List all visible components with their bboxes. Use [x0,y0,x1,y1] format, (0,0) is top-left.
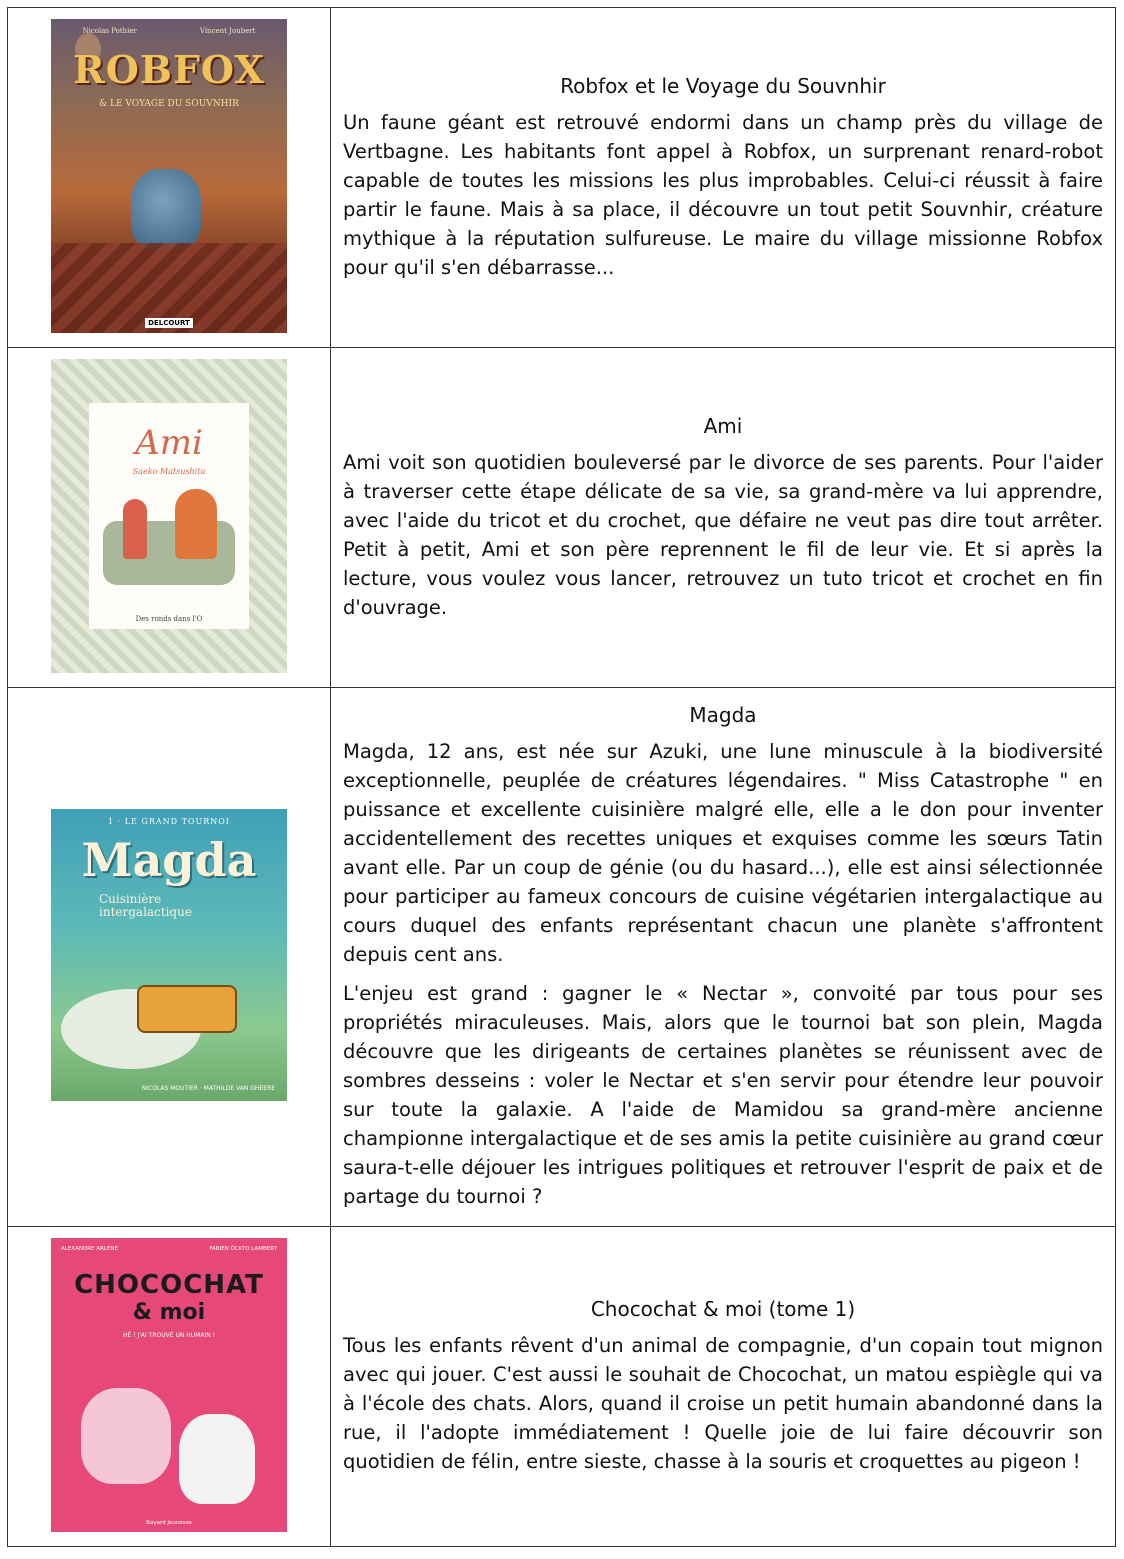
book-description: Un faune géant est retrouvé endormi dans un champ près du village de Vertbagne. Les habitants font appel à Robfox, un surprenant renard-robot capable de toutes les missions les plus improbables. Celui-ci réussit à faire partir le faune. Mais à sa place, il découvre un tout petit Souvnhir, créature mythique à la réputation sulfureuse. Le maire du village missionne Robfox pour qu'il s'en débarrasse... [343,110,1103,279]
cover-authors [61,1246,277,1252]
cover-tagline: HÉ ! J'AI TROUVÉ UN HUMAIN ! [122,1331,215,1339]
cover-logo: Ami [135,422,203,463]
cover-author: Saeko Matsushita [132,466,206,476]
cover-publisher: Bayard Jeunesse [146,1519,192,1526]
cover-series-badge: 1 · LE GRAND TOURNOI [108,817,230,826]
description-cell [331,1227,1116,1547]
grandmother-illustration [175,489,217,559]
book-title: Ami [703,413,743,438]
book-description: Magda, 12 ans, est née sur Azuki, une lune minuscule à la biodiversité exceptionnelle, peuplée de créatures légendaires. " Miss Catastrophe " en puissance et excellente cuisinière malgré elle, elle a le don pour inventer accidentellement des recettes uniques et exquises comme les sœurs Tatin avant elle. Par un coup de génie (ou du hasard...), elle est ainsi sélectionnée pour participer au fameux concours de cuisine végétarien intergalactique au cours duquel des enfants représentant chacun une planète s'affrontent depuis cent ans. [343,740,1103,966]
cover-cell [8,348,331,688]
robfox-cover-image [51,19,287,333]
book-title: Chocochat & moi (tome 1) [590,1297,856,1321]
book-row-robfox [8,8,1116,348]
robot-fox-illustration [131,169,201,249]
book-table [7,7,1116,1547]
ami-cover-image [51,359,287,673]
description-cell [331,8,1116,348]
cover-authors [51,27,287,35]
cover-author: Vincent Joubert [199,26,256,35]
girl-illustration [123,499,147,559]
book-row-magda [8,688,1116,1227]
cover-logo: CHOCOCHAT [74,1269,264,1300]
cover-author: FABIEN ÖCKTO LAMBERT [209,1245,277,1252]
book-row-ami [8,348,1116,688]
description-cell [331,348,1116,688]
cover-author: Nicolas Pothier [82,26,137,35]
book-description: Ami voit son quotidien bouleversé par le divorce de ses parents. Pour l'aider à traverser cette étape délicate de sa vie, sa grand-mère va lui apprendre, avec l'aide du tricot et du crochet, que défaire ne veut pas dire tout arrêter. Petit à petit, Ami et son père reprennent le fil de leur vie. Et si après la lecture, vous voulez vous lancer, retrouvez un tuto tricot et crochet en fin d'ouvrage. [343,450,1103,619]
chocochat-cover-image [51,1238,287,1532]
flying-car-illustration [137,985,237,1033]
cover-publisher: DELCOURT [51,310,287,329]
cover-logo: Magda [81,833,257,887]
cover-cell [8,688,331,1227]
book-description: Tous les enfants rêvent d'un animal de compagnie, d'un copain tout mignon avec qui jouer. C'est aussi le souhait de Chocochat, un matou espiègle qui va à l'école des chats. Alors, quand il croise un petit humain abandonné dans la rue, il l'adopte immédiatement ! Quelle joie de lui faire découvrir son quotidien de félin, entre sieste, chasse à la souris et croquettes au pigeon ! [343,1334,1103,1473]
cover-cell [8,8,331,348]
cover-logo: ROBFOX [73,46,265,92]
book-title: Magda [689,703,757,727]
cover-publisher: Des ronds dans l'O [135,614,203,623]
cover-cell [8,1227,331,1547]
cover-subtitle: Cuisinière intergalactique [99,892,192,919]
cover-logo-secondary: & moi [132,1299,206,1325]
cover-author: ALEXANDRE ARLÈNE [61,1245,118,1252]
description-cell [331,688,1116,1227]
child-illustration [179,1414,255,1504]
cat-illustration [81,1388,171,1484]
book-description: L'enjeu est grand : gagner le « Nectar », convoité par tous pour ses propriétés miraculeuses. Mais, alors que le tournoi bat son plein, Magda découvre que les dirigeants de certaines planètes se réunissent avec de sombres desseins : voler le Nectar et s'en servir pour étendre leur pouvoir sur toute la galaxie. A l'aide de Mamidou sa grand-mère ancienne championne intergalactique et de ses amis la petite cuisinière au grand cœur saura-t-elle déjouer les intrigues politiques et retrouver l'esprit de paix et de partage du tournoi ? [343,982,1103,1208]
book-row-chocochat [8,1227,1116,1547]
book-title: Robfox et le Voyage du Souvnhir [560,73,886,98]
cover-frame [89,403,249,629]
cover-authors: NICOLAS MOUTIER · MATHILDE VAN GHEERE [141,1085,275,1092]
cover-subtitle: & LE VOYAGE DU SOUVNHIR [99,98,239,109]
magda-cover-image [51,809,287,1101]
